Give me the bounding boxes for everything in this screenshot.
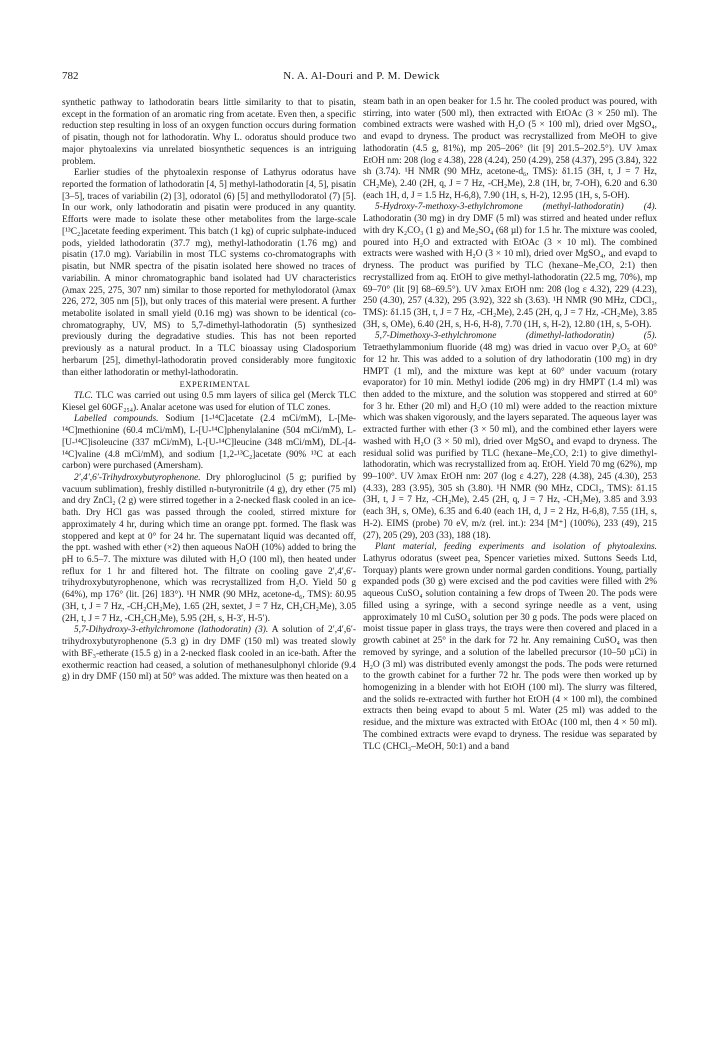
paragraph: Earlier studies of the phytoalexin response of Lathyrus odoratus have reported the formation of lathodoratin [4, 5] methyl-lathodoratin [4, 5], pisatin [3–5], traces of variabilin (2) [3], odoratol (6) [5] and methyllodoratol (7) [5]. In our work, only lathodoratin and pisatin were produced in any quantity. Efforts were made to isolate these other metabolites from the large-scale [¹³C₂]acetate feeding experiment. This batch (1 kg) of cupric sulphate-induced pods, yielded lathodoratin (37.7 mg), methyl-lathodoratin (1.76 mg) and pisatin (17.0 mg). Variabilin in most TLC systems co-chromatographs with pisatin, but NMR spectra of the pisatin isolated here showed no traces of variabilin. A minor chromatographic band isolated had UV characteristics (λmax 225, 275, 307 nm) similar to those reported for methylodoratol (λmax 226, 272, 305 nm [5]), but only traces of this material were present. A further metabolite isolated in small yield (0.16 mg) was shown to be identical (co-chromatography, UV, MS) to 5,7-dimethyl-lathodoratin (5) synthesized previously during the degradative studies. This has not been reported previously as a natural product. In a TLC bioassay using Cladosporium herbarum [25], dimethyl-lathodoratin proved considerably more fungitoxic than either lathodoratin or methyl-lathodoratin. bbox=[62, 168, 356, 378]
paragraph-text: A solution of 2′,4′,6′-trihydroxybutyrophenone (5.3 g) in dry DMF (150 ml) was treated slowly with BF₃-etherate (15.5 g) in a 2-necked flask cooled in an ice-bath. After the exothermic reaction had ceased, a solution of methanesulphonyl chloride (9.4 g) in dry DMF (150 ml) at 50° was added. The mixture was then heated on a bbox=[62, 625, 356, 683]
run-in-heading: 5,7-Dihydroxy-3-ethylchromone (lathodoratin) (3). bbox=[74, 625, 269, 636]
run-in-heading: Plant material, feeding experiments and isolation of phytoalexins. bbox=[375, 542, 657, 553]
paragraph bbox=[62, 473, 356, 625]
paragraph bbox=[62, 391, 356, 414]
paragraph-text: Dry phloroglucinol (5 g; purified by vacuum sublimation), freshly distilled n-butyronitrile (4 g), dry ether (75 ml) and dry ZnCl₂ (2 g) were stirred together in a 2-necked flask cooled in an ice-bath. Dry HCl gas was passed through the cooled, stirred mixture for approximately 4 hr, during which time an orange ppt. formed. The flask was stoppered and kept at 0° for 24 hr. The supernatant liquid was decanted off, the ppt. washed with ether (×2) then aqueous NaOH (10%) added to bring the pH to 6.5–7. The mixture was diluted with H₂O (100 ml), then heated under reflux for 1 hr and filtered hot. The filtrate on cooling gave 2′,4′,6′-trihydroxybutyrophenone, which was recrystallized from H₂O. Yield 50 g (64%), mp 176° (lit. [26] 183°). ¹H NMR (90 MHz, acetone-d₆, TMS): δ0.95 (3H, t, J = 7 Hz, -CH₂CH₂Me), 1.65 (2H, sextet, J = 7 Hz, CH₂CH₂Me), 3.05 (2H, t, J = 7 Hz, -CH₂CH₂Me), 5.95 (2H, s, H-3′, H-5′). bbox=[62, 473, 356, 624]
paragraph bbox=[363, 331, 657, 542]
run-in-heading: 5-Hydroxy-7-methoxy-3-ethylchromone (methyl-lathodoratin) (4). bbox=[375, 202, 657, 213]
run-in-heading: Labelled compounds. bbox=[74, 414, 159, 425]
paragraph bbox=[62, 625, 356, 684]
paragraph-text: Tetraethylammonium fluoride (48 mg) was dried in vacuo over P₂O₅ at 60° for 12 hr. This was added to a solution of dry lathodoratin (100 mg) in dry HMPT (1 ml), and the mixture was kept at 60° under vacuum (rotary evaporator) for 10 min. Methyl iodide (206 mg) in dry HMPT (1.4 ml) was then added to the mixture, and the solution was stoppered and stirred at 60° for 3 hr. Ether (20 ml) and H₂O (10 ml) were added to the reaction mixture which was shaken vigorously, and the layers separated. The aqueous layer was extracted further with ether (3 × 50 ml), and the combined ether layers were washed with H₂O (3 × 50 ml), dried over MgSO₄ and evapd to dryness. The residual solid was purified by TLC (hexane–Me₂CO, 2:1) to give dimethyl-lathodoratin, which was recrystallized from aq. EtOH. Yield 70 mg (62%), mp 99–100°. UV λmax EtOH nm: 207 (log ε 4.27), 228 (4.38), 245 (4.30), 253 (4.33), 283 (3.95), 305 sh (3.80). ¹H NMR (90 MHz, CDCl₃, TMS): δ1.15 (3H, t, J = 7 Hz, -CH₂Me), 2.45 (2H, q, J = 7 Hz, -CH₂Me), 3.85 and 3.93 (each 3H, s, OMe), 6.35 and 6.40 (each 1H, d, J = 2 Hz, H-6,8), 7.55 (1H, s, H-2). EIMS (probe) 70 eV, m/z (rel. int.): 234 [M⁺] (100%), 233 (49), 215 (27), 205 (29), 203 (33), 188 (18). bbox=[363, 343, 657, 541]
paragraph: synthetic pathway to lathodoratin bears little similarity to that to pisatin, except in the formation of an aromatic ring from acetate. Even then, a specific reduction step resulting in loss of an oxygen function occurs during formation of pisatin, though not for lathodoratin. Why L. odoratus should produce two major phytoalexins via unrelated biosynthetic sequences is an intriguing problem. bbox=[62, 98, 356, 167]
run-in-heading: 2′,4′,6′-Trihydroxybutyrophenone. bbox=[74, 473, 201, 483]
paragraph-text: TLC was carried out using 0.5 mm layers of silica gel (Merck TLC Kiesel gel 60GF₂₅₄). Analar acetone was used for elution of TLC zones. bbox=[62, 390, 357, 413]
paragraph bbox=[363, 542, 657, 753]
left-column bbox=[62, 98, 356, 684]
run-in-heading: TLC. bbox=[74, 390, 93, 401]
section-heading: EXPERIMENTAL bbox=[179, 380, 251, 390]
paragraph-text: Sodium [1-¹⁴C]acetate (2.4 mCi/mM), L-[Me-¹⁴C]methionine (60.4 mCi/mM), L-[U-¹⁴C]phenylalanine (504 mCi/mM), L-[U-¹⁴C]isoleucine (337 mCi/mM), L-[U-¹⁴C]leucine (348 mCi/mM), DL-[4-¹⁴C]valine (4.8 mCi/mM), and sodium [1,2-¹³C₂]acetate (90% ¹³C at each carbon) were purchased (Amersham). bbox=[62, 414, 357, 472]
paragraph-text: Lathodoratin (30 mg) in dry DMF (5 ml) was stirred and heated under reflux with dry K₂CO₃ (1 g) and Me₂SO₄ (68 µl) for 1.5 hr. The mixture was cooled, poured into H₂O and extracted with EtOAc (3 × 10 ml). The combined extracts were washed with H₂O (3 × 10 ml), dried over MgSO₄, and evapd to dryness. The product was purified by TLC (hexane–Me₂CO, 2:1) then recrystallized from aq. EtOH to give methyl-lathodoratin (22.5 mg, 70%), mp 69–70° (lit [9] 68–69.5°). UV λmax EtOH nm: 208 (log ε 4.32), 229 (4.23), 250 (4.30), 257 (4.32), 295 (3.92), 322 sh (3.63). ¹H NMR (90 MHz, CDCl₃, TMS): δ1.15 (3H, t, J = 7 Hz, -CH₂Me), 2.45 (2H, q, J = 7 Hz, -CH₂Me), 3.85 (3H, s, OMe), 6.40 (2H, s, H-6, H-8), 7.70 (1H, s, H-2), 12.80 (1H, s, 5-OH). bbox=[363, 214, 657, 330]
paragraph-text: Lathyrus odoratus (sweet pea, Spencer varieties mixed. Suttons Seeds Ltd, Torquay) plants were grown under normal garden conditions. Young, partially expanded pods (30 g) were excised and the pod cavities were filled with 2% aqueous CuSO₄ solution containing a few drops of Tween 20. The pods were filled using a syringe, with a second syringe needle as a vent, using approximately 10 ml CuSO₄ solution per 30 g pods. The pods were placed on moist tissue paper in glass trays, the trays were then covered and placed in a growth cabinet at 25° in the dark for 72 hr. Any remaining CuSO₄ was then removed by syringe, and a solution of the labelled precursor (10–50 µCi) in H₂O (3 ml) was distributed evenly amongst the pods. The pods were returned to the growth cabinet for a further 72 hr. The pods were then worked up by homogenizing in a blender with hot EtOH (100 ml). The slurry was filtered, and the solids re-extracted with further hot EtOH (4 × 100 ml), the combined extracts then being evapd to about 5 ml. Water (25 ml) was added to the residue, and the mixture was extracted with EtOAc (100 ml, then 4 × 50 ml). The combined extracts were evapd to dryness. The residue was separated by TLC (CHCl₃–MeOH, 50:1) and a band bbox=[363, 554, 657, 752]
paragraph: steam bath in an open beaker for 1.5 hr. The cooled product was poured, with stirring, into water (500 ml), then extracted with EtOAc (3 × 250 ml). The combined extracts were washed with H₂O (5 × 100 ml), dried over MgSO₄, and evapd to dryness. The product was recrystallized from MeOH to give lathodoratin (4.5 g, 81%), mp 205–206° (lit [9] 201.5–202.5°). UV λmax EtOH nm: 208 (log ε 4.38), 228 (4.24), 250 (4.29), 258 (4.37), 295 (3.84), 322 sh (3.74). ¹H NMR (90 MHz, acetone-d₆, TMS): δ1.15 (3H, t, J = 7 Hz, CH₂Me), 2.40 (2H, q, J = 7 Hz, -CH₂Me), 2.8 (1H, br, 7-OH), 6.20 and 6.30 (each 1H, d, J = 1.5 Hz, H-6,8), 7.90 (1H, s, H-2), 12.95 (1H, s, 5-OH). bbox=[363, 97, 657, 201]
paragraph bbox=[62, 414, 356, 473]
running-head: N. A. Al-Douri and P. M. Dewick bbox=[283, 70, 440, 82]
run-in-heading: 5,7-Dimethoxy-3-ethylchromone (dimethyl-lathodoratin) (5). bbox=[375, 331, 657, 342]
right-column bbox=[363, 97, 657, 753]
page-number: 782 bbox=[62, 70, 79, 82]
paragraph bbox=[363, 202, 657, 331]
